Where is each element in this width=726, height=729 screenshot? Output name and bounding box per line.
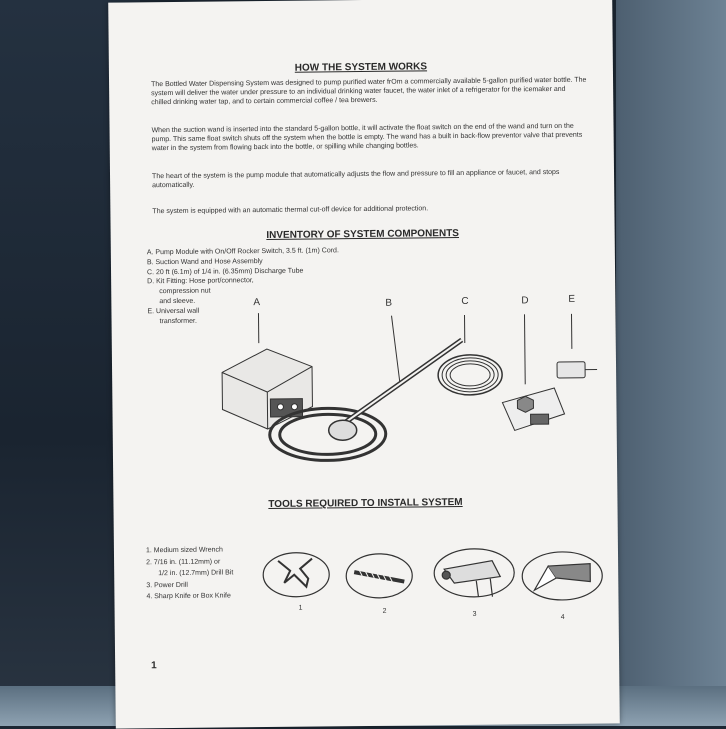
tool-number-4: 4: [561, 614, 565, 621]
tool-number-1: 1: [299, 605, 303, 612]
tool-item-3: 3. Power Drill: [146, 578, 276, 591]
inventory-item-c: C. 20 ft (6.1m) of 1/4 in. (6.35mm) Discharge Tube: [147, 266, 347, 278]
tools-list: [146, 544, 277, 603]
label-c: C: [461, 296, 468, 307]
inventory-item-d-cont2: and sleeve.: [147, 295, 347, 307]
paragraph-thermal-cutoff: The system is equipped with an automatic thermal cut-off device for additional protection.: [152, 203, 588, 217]
tool-item-2-cont: 1/2 in. (12.7mm) Drill Bit: [146, 567, 276, 580]
page-number: 1: [151, 660, 157, 671]
label-a: A: [253, 297, 260, 308]
components-illustration: [201, 304, 603, 478]
inventory-item-d: D. Kit Fitting: Hose port/connector,: [147, 276, 347, 288]
tool-item-1: 1. Medium sized Wrench: [146, 544, 276, 557]
inventory-item-e-cont: transformer.: [148, 315, 348, 327]
heading-inventory: INVENTORY OF SYSTEM COMPONENTS: [111, 226, 615, 242]
desk-surface: [616, 0, 726, 726]
label-e: E: [568, 294, 575, 305]
label-d: D: [521, 295, 528, 306]
inventory-item-d-cont1: compression nut: [147, 285, 347, 297]
tool-item-4: 4. Sharp Knife or Box Knife: [146, 590, 276, 603]
paragraph-suction-wand: When the suction wand is inserted into the standard 5-gallon bottle, it will activate the float switch on the end of the wand and turn on the pump. This same float switch shuts off the system when the bottle is empty. The wand has a built in back-flow preventor valve that prevents water in the system from flowing back into the bottle, or spilling while changing bottles.: [152, 122, 588, 154]
paragraph-intro: The Bottled Water Dispensing System was designed to pump purified water frOm a commercially available 5-gallon purified water bottle. The system will deliver the water under pressure to an individual drinking water faucet, the water inlet of a refrigerator for the icemaker and chilled drinking water tap, and to certain commercial coffee / tea brewers.: [151, 76, 587, 108]
inventory-item-b: B. Suction Wand and Hose Assembly: [147, 256, 347, 268]
tools-illustration: [264, 545, 605, 609]
inventory-item-a: A. Pump Module with On/Off Rocker Switch, 3.5 ft. (1m) Cord.: [147, 246, 347, 258]
tool-number-2: 2: [383, 608, 387, 615]
instruction-page: [108, 0, 620, 729]
tool-item-2: 2. 7/16 in. (11.12mm) or: [146, 555, 276, 568]
tool-number-3: 3: [473, 611, 477, 618]
heading-tools: TOOLS REQUIRED TO INSTALL SYSTEM: [113, 495, 617, 511]
heading-how-system-works: HOW THE SYSTEM WORKS: [109, 59, 613, 75]
paragraph-pump-module: The heart of the system is the pump module that automatically adjusts the flow and pressure to fill an appliance or faucet, and stops automatically.: [152, 168, 588, 191]
inventory-item-e: E. Universal wall: [147, 305, 347, 317]
label-b: B: [385, 298, 392, 309]
